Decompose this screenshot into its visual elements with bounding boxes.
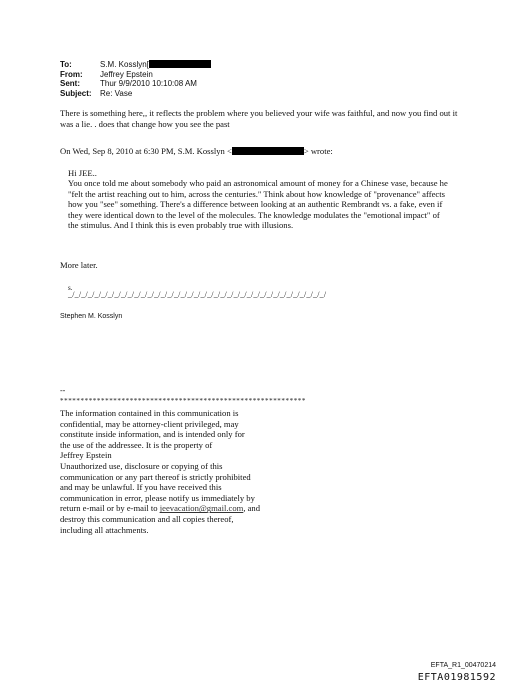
from-label: From: <box>60 69 83 79</box>
signature-line: _/_/_/_/_/_/_/_/_/_/_/_/_/_/_/_/_/_/_/_/_/_/_/_/_/_/_/_/_/_/_/_/_/_/_/_/_/_/_/ <box>68 290 327 299</box>
disclaimer-line: communication in error, please notify us immediately by <box>60 492 255 503</box>
disclaimer-line: Jeffrey Epstein <box>60 450 112 461</box>
from-value: Jeffrey Epstein <box>100 69 153 79</box>
disclaimer <box>60 408 360 535</box>
initial: s. <box>68 284 73 292</box>
sent-row <box>60 79 211 89</box>
to-label: To: <box>60 60 72 69</box>
disclaimer-line: The information contained in this communication is <box>60 408 239 418</box>
sent-value: Thur 9/9/2010 10:10:08 AM <box>100 79 197 88</box>
sent-label: Sent: <box>60 79 80 88</box>
reply-text: There is something here,, it reflects the problem where you believed your wife was faithful, and now you find out it was a lie. . does that change how you see the past <box>60 108 458 129</box>
disclaimer-line: Unauthorized use, disclosure or copying of this <box>60 460 223 471</box>
quoted-text: You once told me about somebody who paid an astronomical amount of money for a Chinese vase, because he "felt the artist reaching out to him, across the centuries." Think about how knowledge of "provenance" affects how you "see" something. There's a difference between looking at an authentic Rembrandt vs. a fake, even if they were identical down to the level of the molecules. The knowledge modulates the "emotional impact" of the stimulus. And I think this is even probably true with illusions. <box>68 178 448 231</box>
email-link[interactable]: jeevacation@gmail.com <box>159 503 244 514</box>
star-divider: ************************************************************ <box>60 397 306 405</box>
quote-intro <box>60 146 480 157</box>
more-later: More later. <box>60 260 98 270</box>
footer-reference: EFTA_R1_00470214 <box>430 662 496 669</box>
bates-number: EFTA01981592 <box>417 672 496 683</box>
to-row <box>60 60 211 70</box>
disclaimer-email-line <box>60 503 360 514</box>
to-value: S.M. Kosslyn[ <box>100 60 149 69</box>
disclaimer-line: including all attachments. <box>60 524 149 535</box>
disclaimer-line: constitute inside information, and is intended only for <box>60 429 245 440</box>
redaction-block <box>149 60 211 68</box>
disclaimer-line: and may be unlawful. If you have received this <box>60 482 222 493</box>
disclaimer-line: destroy this communication and all copies thereof, <box>60 513 234 524</box>
email-line-suffix: , and <box>243 503 261 514</box>
subject-row <box>60 89 211 99</box>
disclaimer-line: the use of the addressee. It is the property of <box>60 439 213 450</box>
quote-intro-before: On Wed, Sep 8, 2010 at 6:30 PM, S.M. Kosslyn < <box>60 146 232 156</box>
email-header <box>60 60 211 98</box>
disclaimer-line: communication or any part thereof is strictly prohibited <box>60 471 251 482</box>
subject-label: Subject: <box>60 88 92 98</box>
quote-intro-after: > wrote: <box>303 146 333 156</box>
email-line-prefix: return e-mail or by e-mail to <box>60 503 160 514</box>
redaction-block <box>232 147 304 155</box>
from-row <box>60 70 211 80</box>
greeting: Hi JEE.. <box>68 168 97 178</box>
subject-value: Re: Vase <box>100 88 133 98</box>
signature-name: Stephen M. Kosslyn <box>60 313 123 320</box>
separator: -- <box>60 386 66 395</box>
disclaimer-line: confidential, may be attorney-client privileged, may <box>60 418 239 429</box>
